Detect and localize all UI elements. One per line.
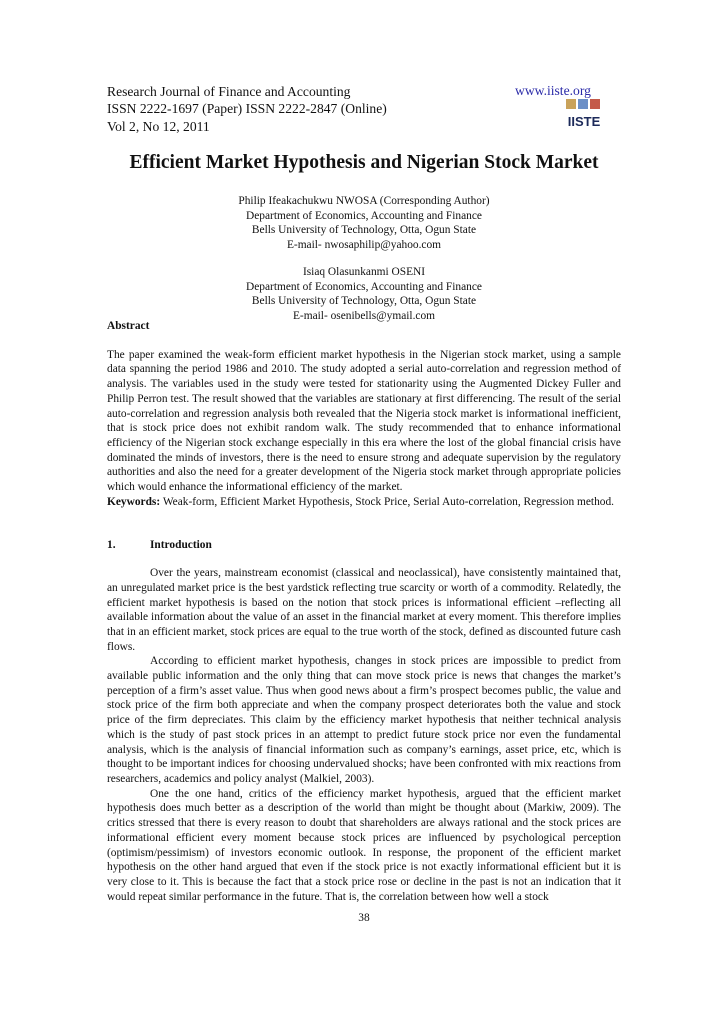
intro-paragraph-2: According to efficient market hypothesis, changes in stock prices are impossible to predict from available public information and the only thing that can move stock price is news that changes the market’s perception of a firm’s asset value. Thus when good news about a firm’s prospect becomes public, the value and stock price of the firm both appreciate and when the company prospect deteriorates both the value and stock price of the firm depreciates. This claim by the efficiency market hypothesis that neither technical analysis which is the study of past stock prices in an attempt to predict future stock price nor even the fundamental analysis, which is the analysis of financial information such as company’s earnings, asset price, etc, which is thought to be important indices for choosing undervalued shocks; have been confronted with mix reactions from researchers, academics and policy analyst (Malkiel, 2003). xyxy=(107,655,621,785)
iiste-logo xyxy=(562,97,606,129)
author1-university: Bells University of Technology, Otta, Ogun State xyxy=(251,224,477,237)
keywords-line xyxy=(107,495,621,510)
paper-title: Efficient Market Hypothesis and Nigerian Stock Market xyxy=(129,152,599,173)
page-number: 38 xyxy=(358,912,370,924)
intro-paragraph-1: Over the years, mainstream economist (classical and neoclassical), have consistently maintained that, an unregulated market price is the best yardstick reflecting true scarcity or worth of a commodity. Relatedly, the efficient market hypothesis is based on the notion that stock prices is informational efficient –reflecting all available information about the value of an asset in the financial market at every moment. This therefore implies that in an efficient market, stock prices are equal to the true worth of the stock, defined as discounted future cash flows. xyxy=(107,567,621,653)
author-block xyxy=(107,194,621,324)
author2-university: Bells University of Technology, Otta, Ogun State xyxy=(251,295,477,308)
journal-header xyxy=(107,83,387,135)
journal-volume: Vol 2, No 12, 2011 xyxy=(107,118,210,134)
author1-department: Department of Economics, Accounting and Finance xyxy=(246,209,482,222)
journal-url-link[interactable]: www.iiste.org xyxy=(515,83,591,98)
section-heading xyxy=(107,538,621,553)
keywords-label: Keywords: xyxy=(107,495,161,508)
author2-department: Department of Economics, Accounting and Finance xyxy=(246,280,482,293)
journal-issn: ISSN 2222-1697 (Paper) ISSN 2222-2847 (Online) xyxy=(107,101,387,117)
author1-email: E-mail- nwosaphilip@yahoo.com xyxy=(286,239,442,252)
section-title: Introduction xyxy=(150,539,212,552)
section-number: 1. xyxy=(107,539,116,552)
author1-name: Philip Ifeakachukwu NWOSA (Corresponding Author) xyxy=(238,195,490,207)
author2-name: Isiaq Olasunkanmi OSENI xyxy=(302,265,426,278)
author2-email: E-mail- osenibells@ymail.com xyxy=(292,309,436,322)
paper-body xyxy=(107,319,621,904)
abstract-heading: Abstract xyxy=(107,320,150,332)
keywords-text: Weak-form, Efficient Market Hypothesis, Stock Price, Serial Auto-correlation, Regression method. xyxy=(162,495,615,508)
abstract-text: The paper examined the weak-form efficient market hypothesis in the Nigerian stock market, using a sample data spanning the period 1986 and 2010. The study adopted a serial auto-correlation and regression method of analysis. The variables used in the study were tested for stationarity using the Augmented Dickey Fuller and Philip Perron test. The result showed that the variables are stationary at first differencing. The result of the serial auto-correlation and regression analysis both revealed that the Nigeria stock market is informational inefficient, that is stock price does not exhibit random walk. The study recommended that to enhance informational efficiency of the Nigerian stock exchange especially in this era where the lost of the global financial crisis have dominated the minds of investors, there is the need to ensure strong and adequate supervision by the regulatory authorities and also the need for a greater development of the Nigeria stock market through appropriate policies which would enhance the informational efficiency of the market. xyxy=(107,348,621,494)
intro-paragraph-3: One the one hand, critics of the efficiency market hypothesis, argued that the efficient market hypothesis does much better as a description of the world than might be thought about (Markiw, 2009). The critics stressed that there is every reason to doubt that shareholders are always rational and the stock prices are informational efficient every moment because stock prices are influenced by psychological perception (optimism/pessimism) of investors economic outlook. In response, the proponent of the efficient market hypothesis on the other hand argued that even if the stock price is not exactly informational efficient but it is very close to it. This is because the fact that a stock price rose or decline in the past is not an indication that it would repeat similar performance in the future. That is, the correlation between how well a stock xyxy=(107,787,621,903)
journal-name: Research Journal of Finance and Accounting xyxy=(107,84,351,99)
svg-text:IISTE: IISTE xyxy=(567,114,601,129)
